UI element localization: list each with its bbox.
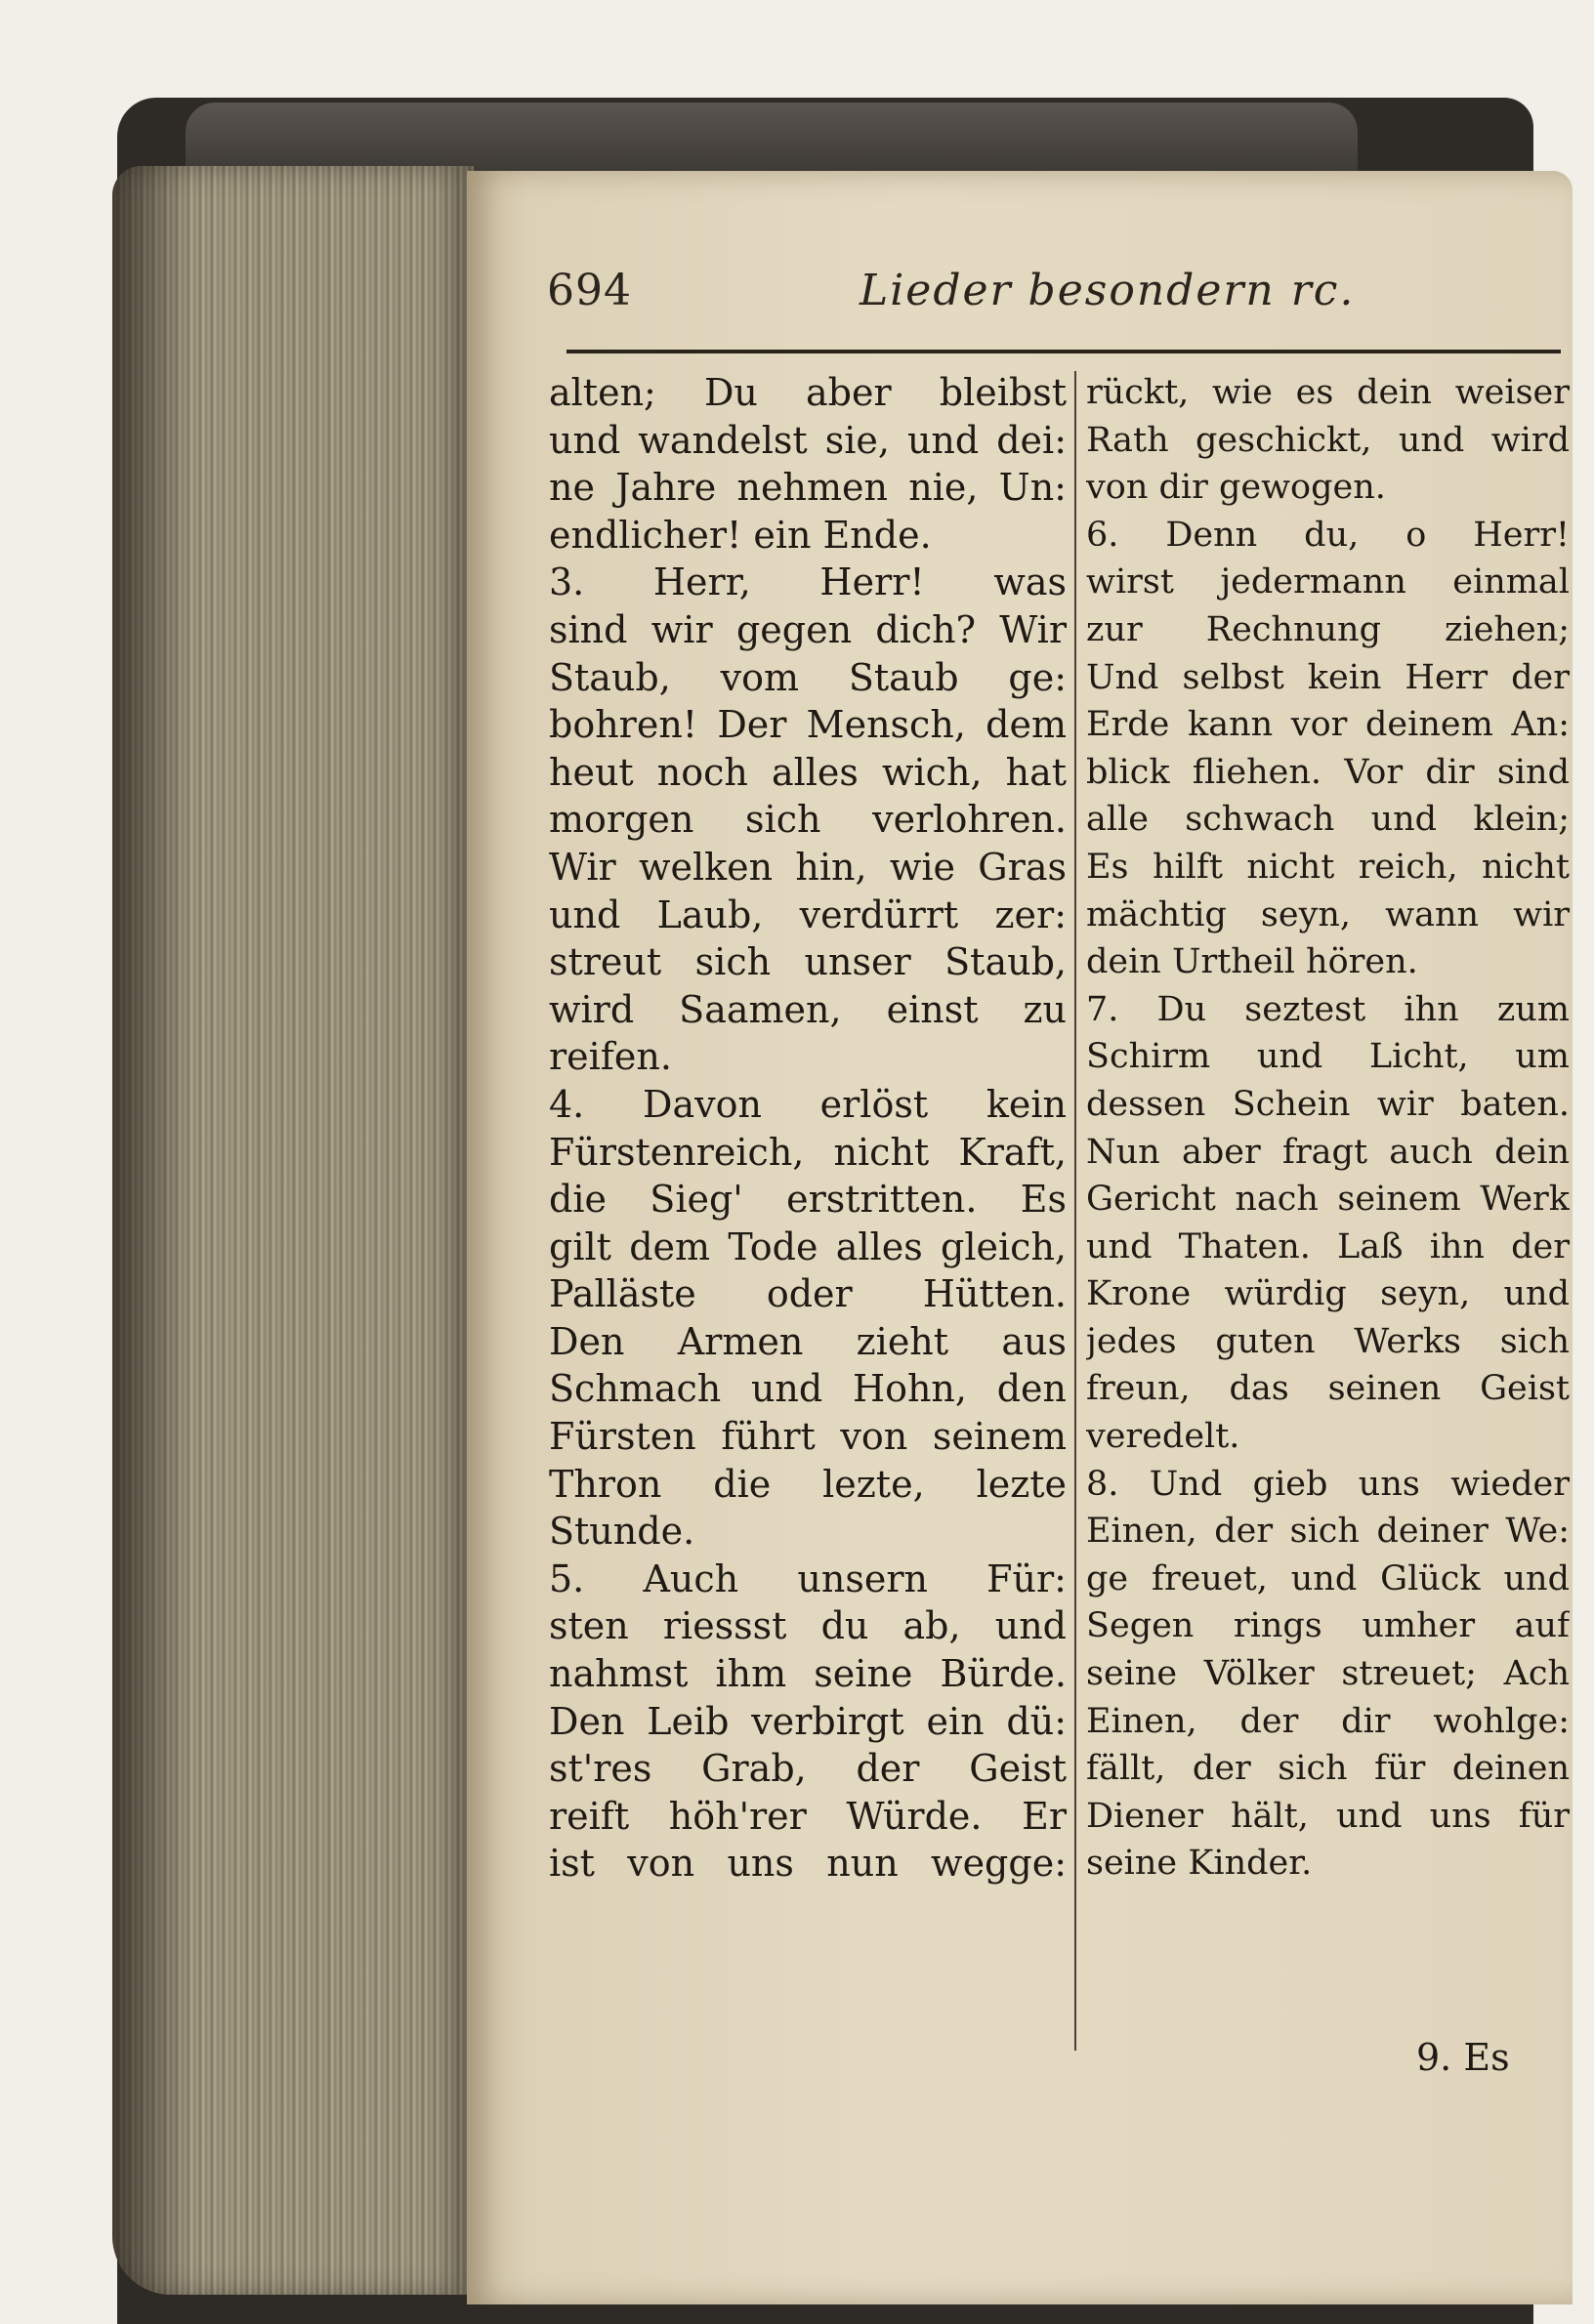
text-line: Gericht nach seinem Werk xyxy=(1086,1180,1570,1220)
text-line: alten; Du aber bleibst xyxy=(549,371,1067,414)
text-line: veredelt. xyxy=(1086,1417,1240,1457)
text-line: Diener hält, und uns für xyxy=(1086,1796,1570,1836)
catchword: 9. Es xyxy=(1416,2036,1510,2079)
text-line: nahmst ihm seine Bürde. xyxy=(549,1652,1067,1696)
page-number: 694 xyxy=(547,266,632,315)
page-edges-shadow xyxy=(112,166,190,2295)
text-line: fällt, der sich für deinen xyxy=(1086,1749,1570,1789)
page-header xyxy=(547,266,1563,334)
text-line: st'res Grab, der Geist xyxy=(549,1747,1067,1791)
text-line: Einen, der sich deiner We: xyxy=(1086,1512,1570,1552)
text-line: wirst jedermann einmal xyxy=(1086,562,1570,602)
text-line: bohren! Der Mensch, dem xyxy=(549,703,1067,747)
text-line: 6. Denn du, o Herr! xyxy=(1086,515,1570,555)
text-line: Palläste oder Hütten. xyxy=(549,1272,1067,1316)
text-line: Fürstenreich, nicht Kraft, xyxy=(549,1130,1067,1174)
text-line: reift höh'rer Würde. Er xyxy=(549,1794,1067,1838)
text-line: sind wir gegen dich? Wir xyxy=(549,607,1067,651)
text-line: alle schwach und klein; xyxy=(1086,800,1570,840)
text-line: Den Armen zieht aus xyxy=(549,1319,1067,1363)
right-text-column xyxy=(1086,369,1570,1888)
text-line: sten riessst du ab, und xyxy=(549,1604,1067,1648)
text-line: morgen sich verlohren. xyxy=(549,798,1067,842)
text-line: Staub, vom Staub ge: xyxy=(549,655,1067,699)
column-divider xyxy=(1074,371,1076,2051)
text-line: die Sieg' erstritten. Es xyxy=(549,1178,1067,1222)
text-line: seine Kinder. xyxy=(1086,1844,1313,1884)
text-line: streut sich unser Staub, xyxy=(549,940,1067,984)
left-text-column xyxy=(549,369,1067,1888)
text-line: reifen. xyxy=(549,1035,672,1079)
text-line: heut noch alles wich, hat xyxy=(549,750,1067,794)
text-line: ge freuet, und Glück und xyxy=(1086,1558,1570,1598)
text-line: 8. Und gieb uns wieder xyxy=(1086,1464,1570,1504)
text-line: mächtig seyn, wann wir xyxy=(1086,894,1570,934)
text-line: Wir welken hin, wie Gras xyxy=(549,845,1067,889)
text-line: jedes guten Werks sich xyxy=(1086,1321,1570,1361)
text-line: Stunde. xyxy=(549,1510,695,1554)
text-line: Schmach und Hohn, den xyxy=(549,1367,1067,1411)
text-line: Segen rings umher auf xyxy=(1086,1606,1570,1646)
text-line: freun, das seinen Geist xyxy=(1086,1369,1570,1409)
text-line: seine Völker streuet; Ach xyxy=(1086,1654,1570,1694)
running-head: Lieder besondern rc. xyxy=(860,266,1356,315)
text-line: zur Rechnung ziehen; xyxy=(1086,609,1570,649)
text-line: Einen, der dir wohlge: xyxy=(1086,1701,1570,1741)
text-line: Erde kann vor deinem An: xyxy=(1086,705,1570,745)
text-line: ne Jahre nehmen nie, Un: xyxy=(549,466,1067,510)
text-line: ist von uns nun wegge: xyxy=(549,1842,1067,1886)
text-line: Den Leib verbirgt ein dü: xyxy=(549,1699,1067,1743)
text-line: Fürsten führt von seinem xyxy=(549,1415,1067,1459)
text-line: Schirm und Licht, um xyxy=(1086,1037,1570,1077)
text-line: wird Saamen, einst zu xyxy=(549,987,1067,1031)
text-line: Krone würdig seyn, und xyxy=(1086,1274,1570,1314)
text-line: rückt, wie es dein weiser xyxy=(1086,373,1570,412)
text-line: und Thaten. Laß ihn der xyxy=(1086,1226,1570,1266)
text-line: 3. Herr, Herr! was xyxy=(549,560,1067,604)
text-line: Und selbst kein Herr der xyxy=(1086,657,1570,697)
text-line: 5. Auch unsern Für: xyxy=(549,1556,1067,1600)
text-line: und wandelst sie, und dei: xyxy=(549,418,1067,462)
text-line: dein Urtheil hören. xyxy=(1086,942,1418,982)
text-line: gilt dem Tode alles gleich, xyxy=(549,1224,1067,1268)
text-line: Rath geschickt, und wird xyxy=(1086,420,1570,460)
header-rule xyxy=(566,350,1561,353)
text-line: Es hilft nicht reich, nicht xyxy=(1086,847,1570,887)
text-line: Nun aber fragt auch dein xyxy=(1086,1132,1570,1172)
text-line: 7. Du seztest ihn zum xyxy=(1086,989,1570,1029)
text-line: von dir gewogen. xyxy=(1086,468,1386,508)
text-line: blick fliehen. Vor dir sind xyxy=(1086,752,1570,792)
text-line: Thron die lezte, lezte xyxy=(549,1462,1067,1506)
text-line: dessen Schein wir baten. xyxy=(1086,1084,1570,1124)
text-line: 4. Davon erlöst kein xyxy=(549,1082,1067,1126)
text-line: und Laub, verdürrt zer: xyxy=(549,892,1067,936)
text-line: endlicher! ein Ende. xyxy=(549,513,932,557)
